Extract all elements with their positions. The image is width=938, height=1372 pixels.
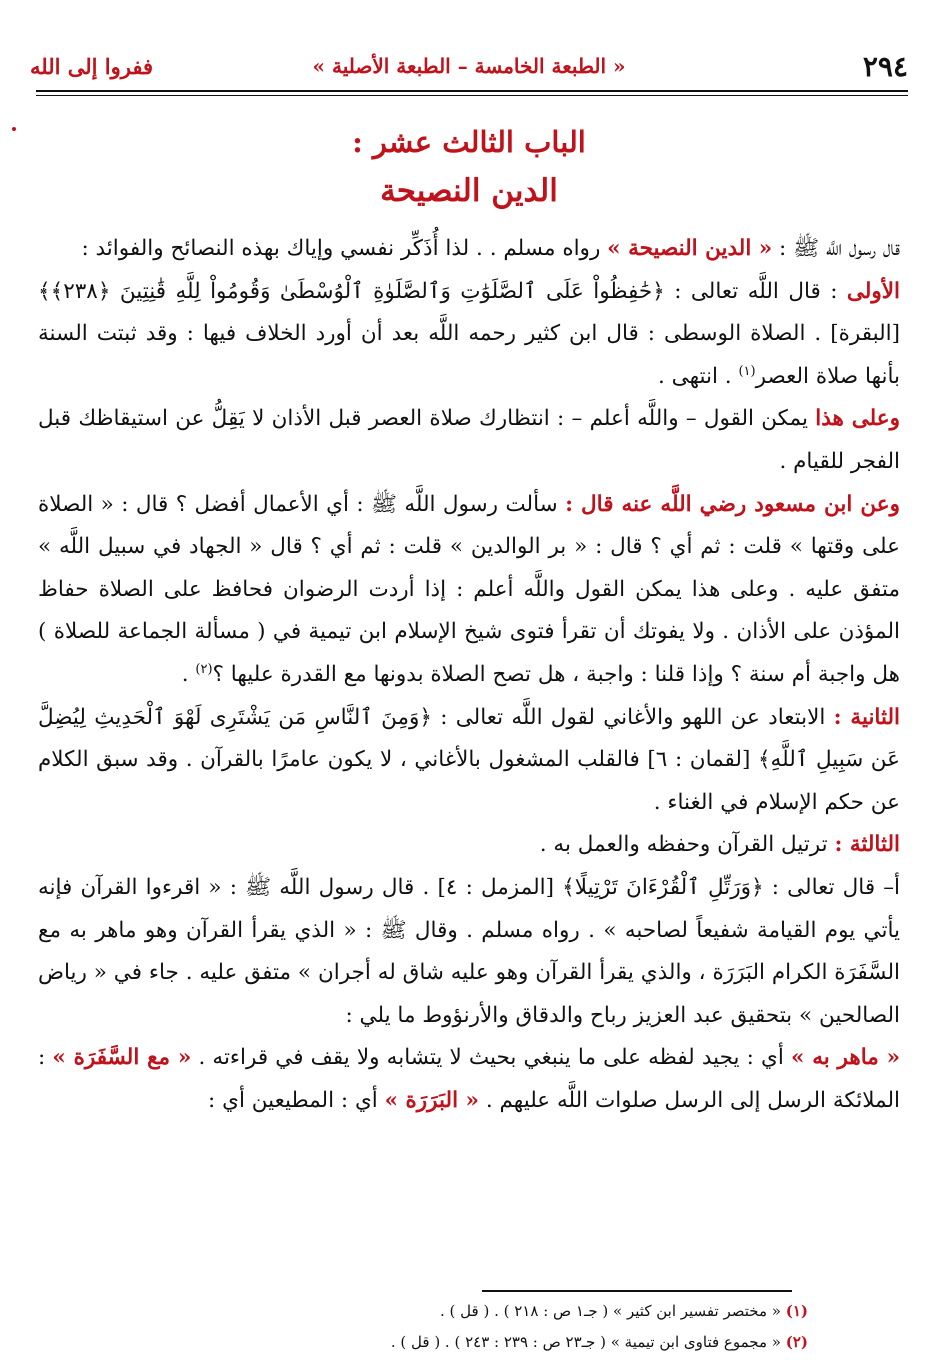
highlight-text: « البَرَرَة » (384, 1087, 479, 1113)
chapter-title: الباب الثالث عشر : (352, 125, 586, 159)
page-header (30, 50, 908, 86)
footnote (130, 1296, 808, 1327)
paragraph-text: الابتعاد عن اللهو والأغاني لقول اللَّه تعالى : ﴿وَمِنَ ٱلنَّاسِ مَن يَشْتَرِى لَهْوَ ٱلْحَدِيثِ لِيُضِلَّ عَن سَبِيلِ ٱللَّهِ﴾ [لقمان : ٦] فالقلب المشغول بالأغاني ، لا يكون عامرًا بالقرآن . وقد سبق الكلام عن حكم الإسلام في الغناء . (38, 704, 901, 815)
paragraph-text: أي : يجيد لفظه على ما ينبغي بحيث لا يتشابه ولا يقف في قراءته . (191, 1045, 791, 1071)
paragraph-text: . (181, 661, 196, 687)
book-title: ففروا إلى الله (30, 54, 154, 79)
paragraph (38, 867, 900, 1037)
highlight-text: الثانية : (833, 704, 900, 730)
footnote-ref: (٢) (195, 661, 213, 677)
paragraph (38, 271, 900, 399)
paragraph (38, 697, 900, 825)
chapter-heading (300, 118, 638, 216)
paragraph (38, 824, 900, 867)
highlight-text: وعن ابن مسعود رضي اللَّه عنه قال : (565, 491, 900, 517)
margin-mark (12, 127, 16, 131)
paragraph-text: أ– قال تعالى : ﴿وَرَتِّلِ ٱلْقُرْءَانَ تَرْتِيلًا﴾ [المزمل : ٤] . قال رسول اللَّه ﷺ : « اقرءوا القرآن فإنه يأتي يوم القيامة شفيعاً لصاحبه » . رواه مسلم . وقال ﷺ : « الذي يقرأ القرآن وهو ماهر به مع السَّفَرَة الكرام البَرَرَة ، والذي يقرأ القرآن وهو عليه شاق له أجران » متفق عليه . جاء في « رياض الصالحين » بتحقيق عبد العزيز رباح والدقاق والأرنؤوط ما يلي : (38, 874, 901, 1028)
paragraph-text: : الملائكة الرسل إلى الرسل صلوات اللَّه عليهم . (38, 1045, 900, 1113)
paragraph-text: قال رسول اللَّه ﷺ : (772, 236, 900, 261)
body-text (38, 228, 900, 1122)
paragraph (38, 1037, 900, 1122)
highlight-text: « الدين النصيحة » (607, 236, 773, 261)
footnote (130, 1327, 808, 1358)
footnote-ref: (١) (738, 363, 756, 379)
footnote-rule (482, 1290, 792, 1292)
highlight-text: « ماهر به » (790, 1045, 901, 1071)
footnote-number: (٢) (785, 1333, 808, 1351)
highlight-text: الأولى (846, 278, 900, 304)
paragraph-text: : قال اللَّه تعالى : ﴿حَٰفِظُواْ عَلَى ٱلصَّلَوَٰتِ وَٱلصَّلَوٰةِ ٱلْوُسْطَىٰ وَقُومُواْ لِلَّهِ قَٰنِتِينَ ﴿٢٣٨﴾﴾ [البقرة] . الصلاة الوسطى : قال ابن كثير رحمه اللَّه بعد أن أورد الخلاف فيها : وقد ثبتت السنة بأنها صلاة العصر (38, 278, 900, 389)
paragraph-text: ترتيل القرآن وحفظه والعمل به . (539, 832, 835, 858)
chapter-subtitle: الدين النصيحة (380, 173, 558, 209)
paragraph-text: يمكن القول – واللَّه أعلم – : انتظارك صلاة العصر قبل الأذان لا يَقِلُّ عن استيقاظك قبل الفجر للقيام . (38, 406, 900, 474)
paragraph-text: . انتهى . (658, 363, 739, 389)
header-rule-thin (36, 95, 908, 96)
edition-label: « الطبعة الخامسة – الطبعة الأصلية » (312, 54, 626, 78)
page-number: ٢٩٤ (862, 50, 908, 83)
paragraph (38, 228, 900, 271)
paragraph-text: رواه مسلم . . لذا أُذَكِّر نفسي وإياك بهذه النصائح والفوائد : (81, 236, 608, 261)
highlight-text: الثالثة : (834, 832, 900, 858)
paragraph (38, 398, 900, 483)
paragraph (38, 484, 900, 697)
footnote-number: (١) (785, 1302, 808, 1320)
footnotes (130, 1296, 808, 1358)
highlight-text: « مع السَّفَرَة » (52, 1045, 192, 1071)
footnote-text: « مختصر تفسير ابن كثير » ( جـ١ ص : ٢١٨ ) . ( قل ) . (440, 1302, 786, 1320)
paragraph-text: أي : المطيعين أي : (208, 1087, 385, 1113)
footnote-text: « مجموع فتاوى ابن تيمية » ( جـ٢٣ ص : ٢٣٩ : ٢٤٣ ) . ( قل ) . (390, 1333, 786, 1351)
header-rule (36, 90, 908, 92)
paragraph-text: سألت رسول اللَّه ﷺ : أي الأعمال أفضل ؟ قال : « الصلاة على وقتها » قلت : ثم أي ؟ قال : « بر الوالدين » قلت : ثم أي ؟ قال « الجهاد في سبيل اللَّه » متفق عليه . وعلى هذا يمكن القول واللَّه أعلم : إذا أردت الرضوان فحافظ على الصلاة حفاظ المؤذن على الأذان . ولا يفوتك أن تقرأ فتوى شيخ الإسلام ابن تيمية في ( مسألة الجماعة للصلاة ) هل واجبة أم سنة ؟ وإذا قلنا : واجبة ، هل تصح الصلاة بدونها مع القدرة عليها ؟ (38, 491, 900, 687)
highlight-text: وعلى هذا (815, 406, 900, 432)
